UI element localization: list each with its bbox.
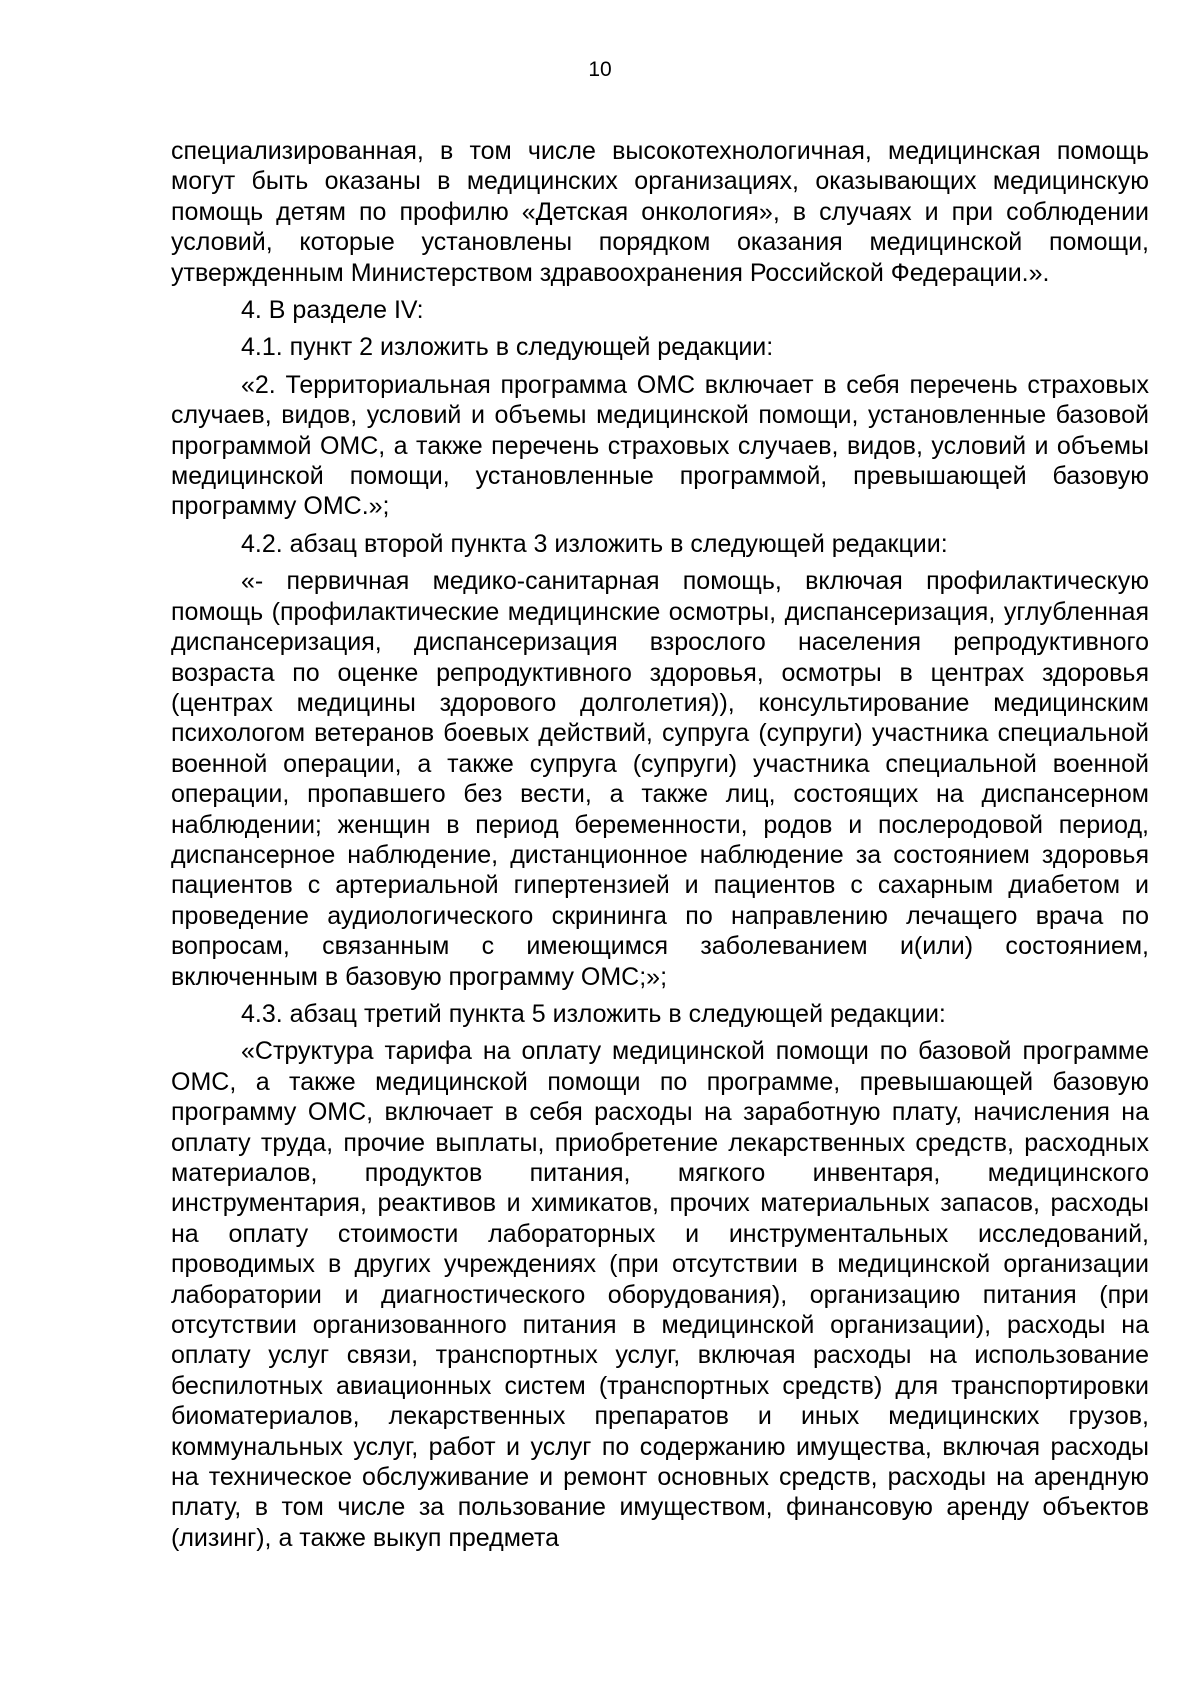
document-body	[171, 136, 1149, 1553]
paragraph-quote-tariff-structure: «Структура тарифа на оплату медицинской помощи по базовой программе ОМС, а также медицинской помощи по программе, превышающей базовую программу ОМС, включает в себя расходы на заработную плату, начисления на оплату труда, прочие выплаты, приобретение лекарственных средств, расходных материалов, продуктов питания, мягкого инвентаря, медицинского инструментария, реактивов и химикатов, прочих материальных запасов, расходы на оплату стоимости лабораторных и инструментальных исследований, проводимых в других учреждениях (при отсутствии в медицинской организации лаборатории и диагностического оборудования), организацию питания (при отсутствии организованного питания в медицинской организации), расходы на оплату услуг связи, транспортных услуг, включая расходы на использование беспилотных авиационных систем (транспортных средств) для транспортировки биоматериалов, лекарственных препаратов и иных медицинских грузов, коммунальных услуг, работ и услуг по содержанию имущества, включая расходы на техническое обслуживание и ремонт основных средств, расходы на арендную плату, в том числе за пользование имуществом, финансовую аренду объектов (лизинг), а также выкуп предмета	[171, 1037, 1149, 1552]
paragraph-item-4-3: 4.3. абзац третий пункта 5 изложить в следующей редакции:	[241, 999, 946, 1028]
paragraph-item-4-2: 4.2. абзац второй пункта 3 изложить в следующей редакции:	[241, 529, 948, 558]
paragraph-item-4-1: 4.1. пункт 2 изложить в следующей редакции:	[241, 333, 774, 362]
paragraph-section-4-heading: 4. В разделе IV:	[241, 296, 424, 325]
paragraph-continuation: специализированная, в том числе высокотехнологичная, медицинская помощь могут быть оказаны в медицинских организациях, оказывающих медицинскую помощь детям по профилю «Детская онкология», в случаях и при соблюдении условий, которые установлены порядком оказания медицинской помощи, утвержденным Министерством здравоохранения Российской Федерации.».	[171, 137, 1149, 287]
page-number: 10	[588, 58, 612, 81]
paragraph-quote-primary-care: «- первичная медико-санитарная помощь, включая профилактическую помощь (профилактические медицинские осмотры, диспансеризация, углубленная диспансеризация, диспансеризация взрослого населения репродуктивного возраста по оценке репродуктивного здоровья, осмотры в центрах здоровья (центрах медицины здорового долголетия)), консультирование медицинским психологом ветеранов боевых действий, супруга (супруги) участника специальной военной операции, а также супруга (супруги) участника специальной военной операции, пропавшего без вести, а также лиц, состоящих на диспансерном наблюдении; женщин в период беременности, родов и послеродовой период, диспансерное наблюдение, дистанционное наблюдение за состоянием здоровья пациентов с артериальной гипертензией и пациентов с сахарным диабетом и проведение аудиологического скрининга по направлению лечащего врача по вопросам, связанным с имеющимся заболеванием и(или) состоянием, включенным в базовую программу ОМС;»;	[171, 567, 1149, 991]
paragraph-quote-point-2: «2. Территориальная программа ОМС включает в себя перечень страховых случаев, видов, условий и объемы медицинской помощи, установленные базовой программой ОМС, а также перечень страховых случаев, видов, условий и объемы медицинской помощи, установленные программой, превышающей базовую программу ОМС.»;	[171, 370, 1149, 521]
